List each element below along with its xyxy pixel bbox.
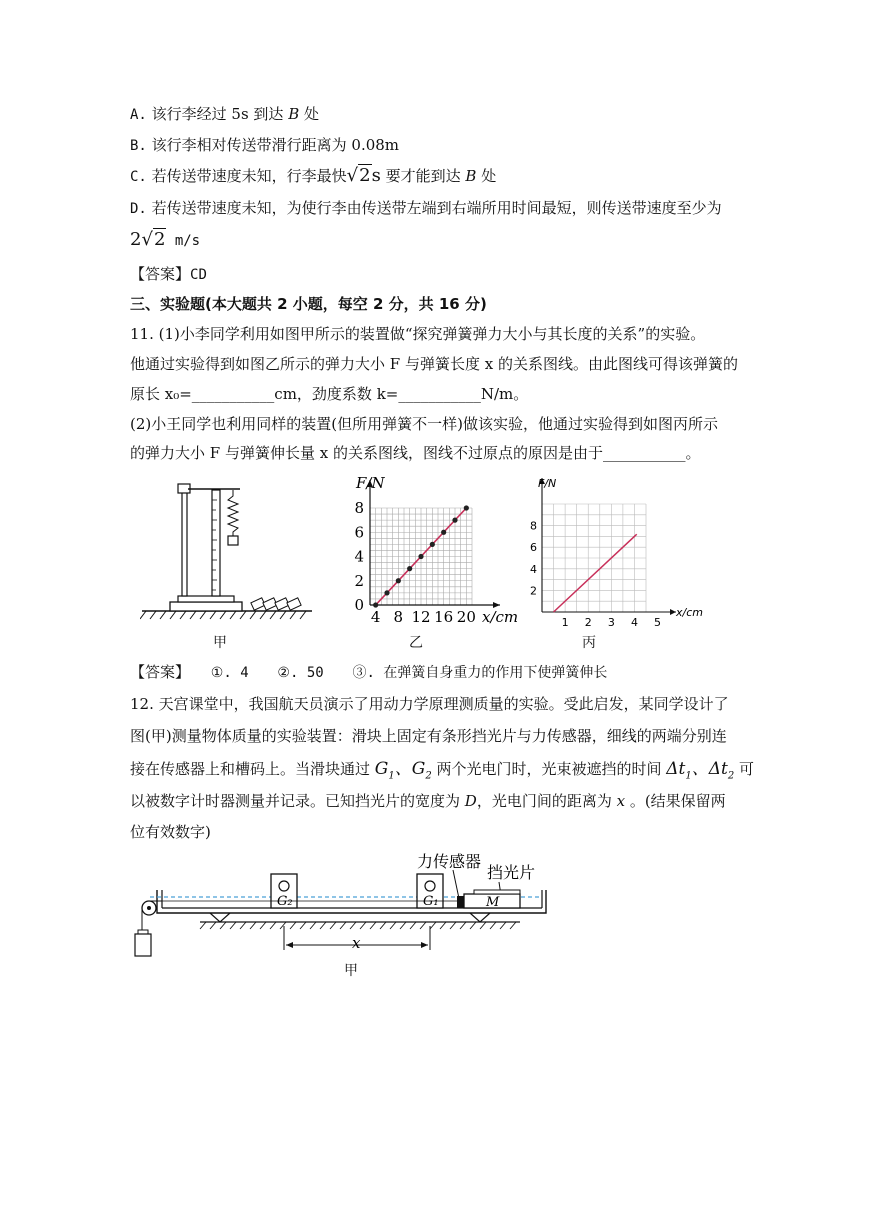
y-tick-label: 2 (354, 571, 364, 590)
y-axis-label: F/N (538, 477, 557, 490)
q11-line-5: 的弹力大小 F 与弹簧伸长量 x 的关系图线，图线不过原点的原因是由于___________。 (130, 444, 701, 462)
x-tick-label: 4 (630, 616, 638, 629)
x-tick-label: 2 (584, 616, 592, 629)
data-point (418, 554, 423, 559)
q12-line-4-a: 以被数字计时器测量并记录。已知挡光片的宽度为 (130, 792, 465, 810)
section-3-title: 三、实验题(本大题共 2 小题，每空 2 分，共 16 分) (130, 295, 487, 313)
caption-bing: 丙 (582, 635, 596, 651)
option-a (130, 104, 319, 125)
label-shutter: 挡光片 (487, 863, 536, 882)
option-c-sqrt: √2 (346, 165, 371, 186)
option-c-text-2: 要才能到达 (380, 167, 466, 185)
y-tick-label: 8 (530, 519, 537, 533)
option-d (130, 198, 722, 219)
q11-line-4: (2)小王同学也利用同样的装置(但所用弹簧不一样)做该实验，他通过实验得到如图丙所示 (130, 415, 718, 433)
label-force-sensor: 力传感器 (417, 852, 482, 871)
q12-line-4 (130, 791, 726, 811)
option-c (130, 166, 496, 187)
x-axis-label: x/cm (676, 606, 703, 619)
y-tick-label: 4 (354, 547, 364, 566)
option-c-unit: s (371, 165, 381, 186)
option-d-unit: m/s (166, 233, 201, 249)
data-point (373, 602, 378, 607)
caption-jia-2: 甲 (344, 963, 358, 979)
option-d-coef: 2 (130, 229, 142, 250)
y-tick-label: 0 (354, 596, 364, 614)
data-point (430, 542, 435, 547)
caption-jia: 甲 (213, 635, 227, 651)
q12-width-symbol: D (464, 792, 477, 810)
q12-distance-symbol: x (616, 792, 626, 810)
option-c-label: C. (130, 169, 147, 185)
q12-line-3 (130, 759, 754, 786)
q11-line-2: 他通过实验得到如图乙所示的弹力大小 F 与弹簧长度 x 的关系图线。由此图线可得该弹簧的 (130, 355, 738, 373)
q12-line-4-b: ，光电门间的距离为 (476, 792, 617, 810)
x-tick-label: 8 (393, 608, 404, 626)
option-b (130, 135, 399, 156)
figure-air-track (130, 850, 555, 982)
x-tick-label: 5 (654, 616, 662, 629)
chart-yi (330, 472, 530, 632)
q12-times: $\Delta t_1$、$\Delta t_2$ (666, 759, 735, 782)
chart-bing (528, 472, 708, 632)
answer-1-value: CD (190, 267, 207, 283)
data-point (396, 578, 401, 583)
q11-line-1: 11. (1)小李同学利用如图甲所示的装置做“探究弹簧弹力大小与其长度的关系”的实验。 (130, 325, 706, 343)
data-point (464, 505, 469, 510)
y-tick-label: 8 (354, 499, 364, 517)
q12-line-1: 12. 天宫课堂中，我国航天员演示了用动力学原理测质量的实验。受此启发，某同学设计了 (130, 695, 729, 713)
label-g2: G₂ (277, 894, 293, 909)
option-d-value (130, 230, 200, 251)
option-a-label: A. (130, 107, 147, 123)
answer-2-label: 【答案】 (130, 663, 191, 681)
y-tick-label: 4 (530, 562, 537, 576)
q11-line-3: 原长 x₀=___________cm，劲度系数 k=___________N/m。 (130, 385, 529, 403)
x-axis-label: x/cm (482, 608, 519, 626)
series-line (554, 534, 637, 612)
answer-1 (130, 264, 207, 285)
label-x: x (352, 934, 361, 952)
caption-yi: 乙 (409, 635, 423, 651)
option-d-text: 若传送带速度未知，为使行李由传送带左端到右端所用时间最短，则传送带速度至少为 (151, 199, 722, 217)
option-c-point: B (465, 167, 477, 185)
option-b-label: B. (130, 138, 147, 154)
x-tick-label: 3 (607, 616, 615, 629)
option-d-sqrt: √2 (141, 229, 166, 250)
x-tick-label: 16 (434, 608, 454, 626)
data-point (407, 566, 412, 571)
answer-2-a3: ③. 在弹簧自身重力的作用下使弹簧伸长 (352, 665, 608, 681)
x-tick-label: 4 (370, 608, 381, 626)
q12-line-3-a: 接在传感器上和槽码上。当滑块通过 (130, 760, 375, 778)
q12-gates: $G_1$、$G_2$ (374, 759, 432, 782)
answer-2-a2: ②. 50 (277, 665, 324, 681)
q12-line-5: 位有效数字) (130, 823, 211, 841)
option-c-text-3: 处 (476, 167, 497, 185)
data-point (452, 518, 457, 523)
q12-line-4-c: 。(结果保留两 (625, 792, 726, 810)
answer-2-a1: ①. 4 (210, 665, 249, 681)
answer-1-label: 【答案】 (130, 265, 191, 283)
option-a-text: 该行李经过 5s 到达 (151, 105, 289, 123)
option-a-text-end: 处 (299, 105, 319, 123)
figure-jia-apparatus (140, 476, 315, 626)
x-tick-label: 20 (456, 608, 476, 626)
answer-2 (130, 662, 607, 683)
option-d-label: D. (130, 201, 147, 217)
y-tick-label: 2 (530, 584, 537, 598)
label-g1: G₁ (423, 894, 439, 909)
data-point (384, 590, 389, 595)
y-axis-label: F/N (356, 474, 385, 492)
label-m: M (486, 895, 500, 910)
option-a-point: B (288, 105, 300, 123)
y-tick-label: 6 (354, 523, 364, 542)
x-tick-label: 12 (411, 608, 431, 626)
y-tick-label: 6 (530, 541, 537, 555)
data-point (441, 530, 446, 535)
q12-line-3-c: 可 (734, 760, 755, 778)
option-b-text: 该行李相对传送带滑行距离为 0.08m (151, 136, 400, 154)
q12-line-2: 图(甲)测量物体质量的实验装置：滑块上固定有条形挡光片与力传感器，细线的两端分别连 (130, 727, 727, 745)
option-c-text: 若传送带速度未知，行李最快 (151, 167, 347, 185)
q12-line-3-b: 两个光电门时，光束被遮挡的时间 (431, 760, 667, 778)
x-tick-label: 1 (561, 616, 569, 629)
